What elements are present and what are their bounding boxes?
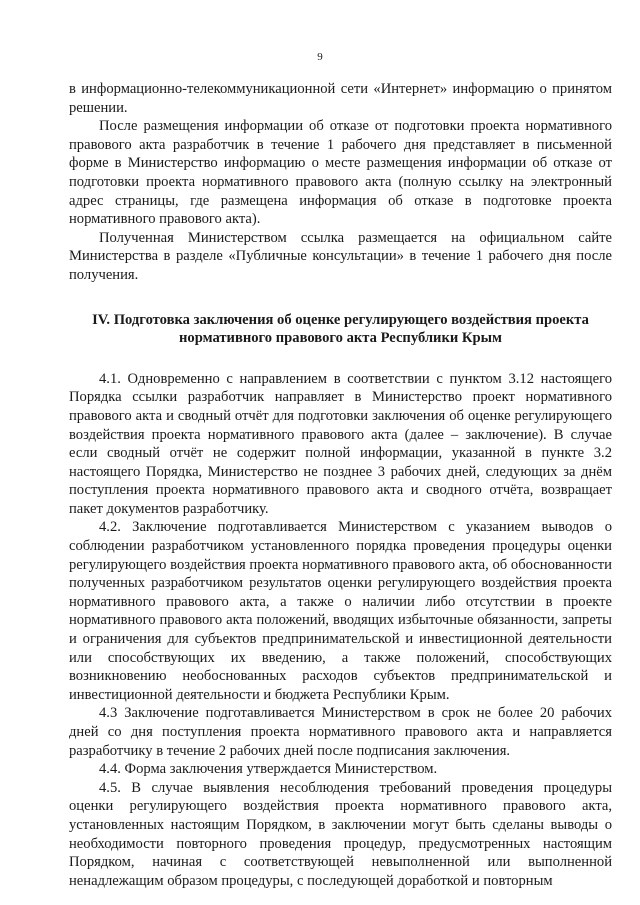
- paragraph-4-1: 4.1. Одновременно с направлением в соответствии с пунктом 3.12 настоящего Порядка ссылки разработчик направляет в Министерство проект нормативного правового акта и сводный отчёт для подготовки заключения об оценке регулирующего воздействия проекта нормативного правового акта (далее – заключение). В случае если сводный отчёт не содержит полной информации, указанной в пункте 3.2 настоящего Порядка, Министерство не позднее 3 рабочих дней, следующих за днём поступления проекта нормативного правового акта и сводного отчёта, возвращает пакет документов разработчику.: [69, 370, 612, 517]
- paragraph-4-4: 4.4. Форма заключения утверждается Министерством.: [99, 761, 438, 778]
- paragraph-refusal-info: После размещения информации об отказе от подготовки проекта нормативного правового акта разработчик в течение 1 рабочего дня представляет в письменной форме в Министерство информацию о месте размещения информации об отказе от подготовки проекта нормативного правового акта (полную ссылку на электронный адрес страницы, где размещена информация об отказе в подготовке проекта нормативного правового акта).: [69, 118, 612, 228]
- document-body: [69, 80, 612, 890]
- paragraph-link-placement: Полученная Министерством ссылка размещается на официальном сайте Министерства в разделе «Публичные консультации» в течение 1 рабочего дня после получения.: [69, 229, 612, 283]
- paragraph-4-2: 4.2. Заключение подготавливается Министерством с указанием выводов о соблюдении разработчиком установленного порядка проведения процедуры оценки регулирующего воздействия проекта нормативного правового акта, об обоснованности полученных разработчиком результатов оценки регулирующего воздействия проекта нормативного правового акта, а также о наличии либо отсутствии в проекте нормативного правового акта положений, вводящих избыточные обязанности, запреты и ограничения для субъектов предпринимательской и инвестиционной деятельности или способствующих их введению, а также положений, способствующих возникновению необоснованных расходов субъектов предпринимательской и инвестиционной деятельности и бюджета Республики Крым.: [69, 519, 612, 703]
- paragraph-4-3: 4.3 Заключение подготавливается Министерством в срок не более 20 рабочих дней со дня поступления проекта нормативного правового акта и направляется разработчику в течение 2 рабочих дней после подписания заключения.: [69, 705, 612, 759]
- section-heading: IV. Подготовка заключения об оценке регулирующего воздействия проекта нормативного правового акта Республики Крым: [92, 311, 589, 347]
- paragraph-4-5: 4.5. В случае выявления несоблюдения требований проведения процедуры оценки регулирующего воздействия проекта нормативного правового акта, установленных настоящим Порядком, в заключении могут быть сделаны выводы о необходимости повторного проведения процедур, предусмотренных настоящим Порядком, начиная с соответствующей невыполненной или выполненной ненадлежащим образом процедуры, с последующей доработкой и повторным: [69, 779, 612, 889]
- paragraph-continuation: в информационно-телекоммуникационной сети «Интернет» информацию о принятом решении.: [69, 81, 612, 116]
- page-number: 9: [317, 51, 323, 63]
